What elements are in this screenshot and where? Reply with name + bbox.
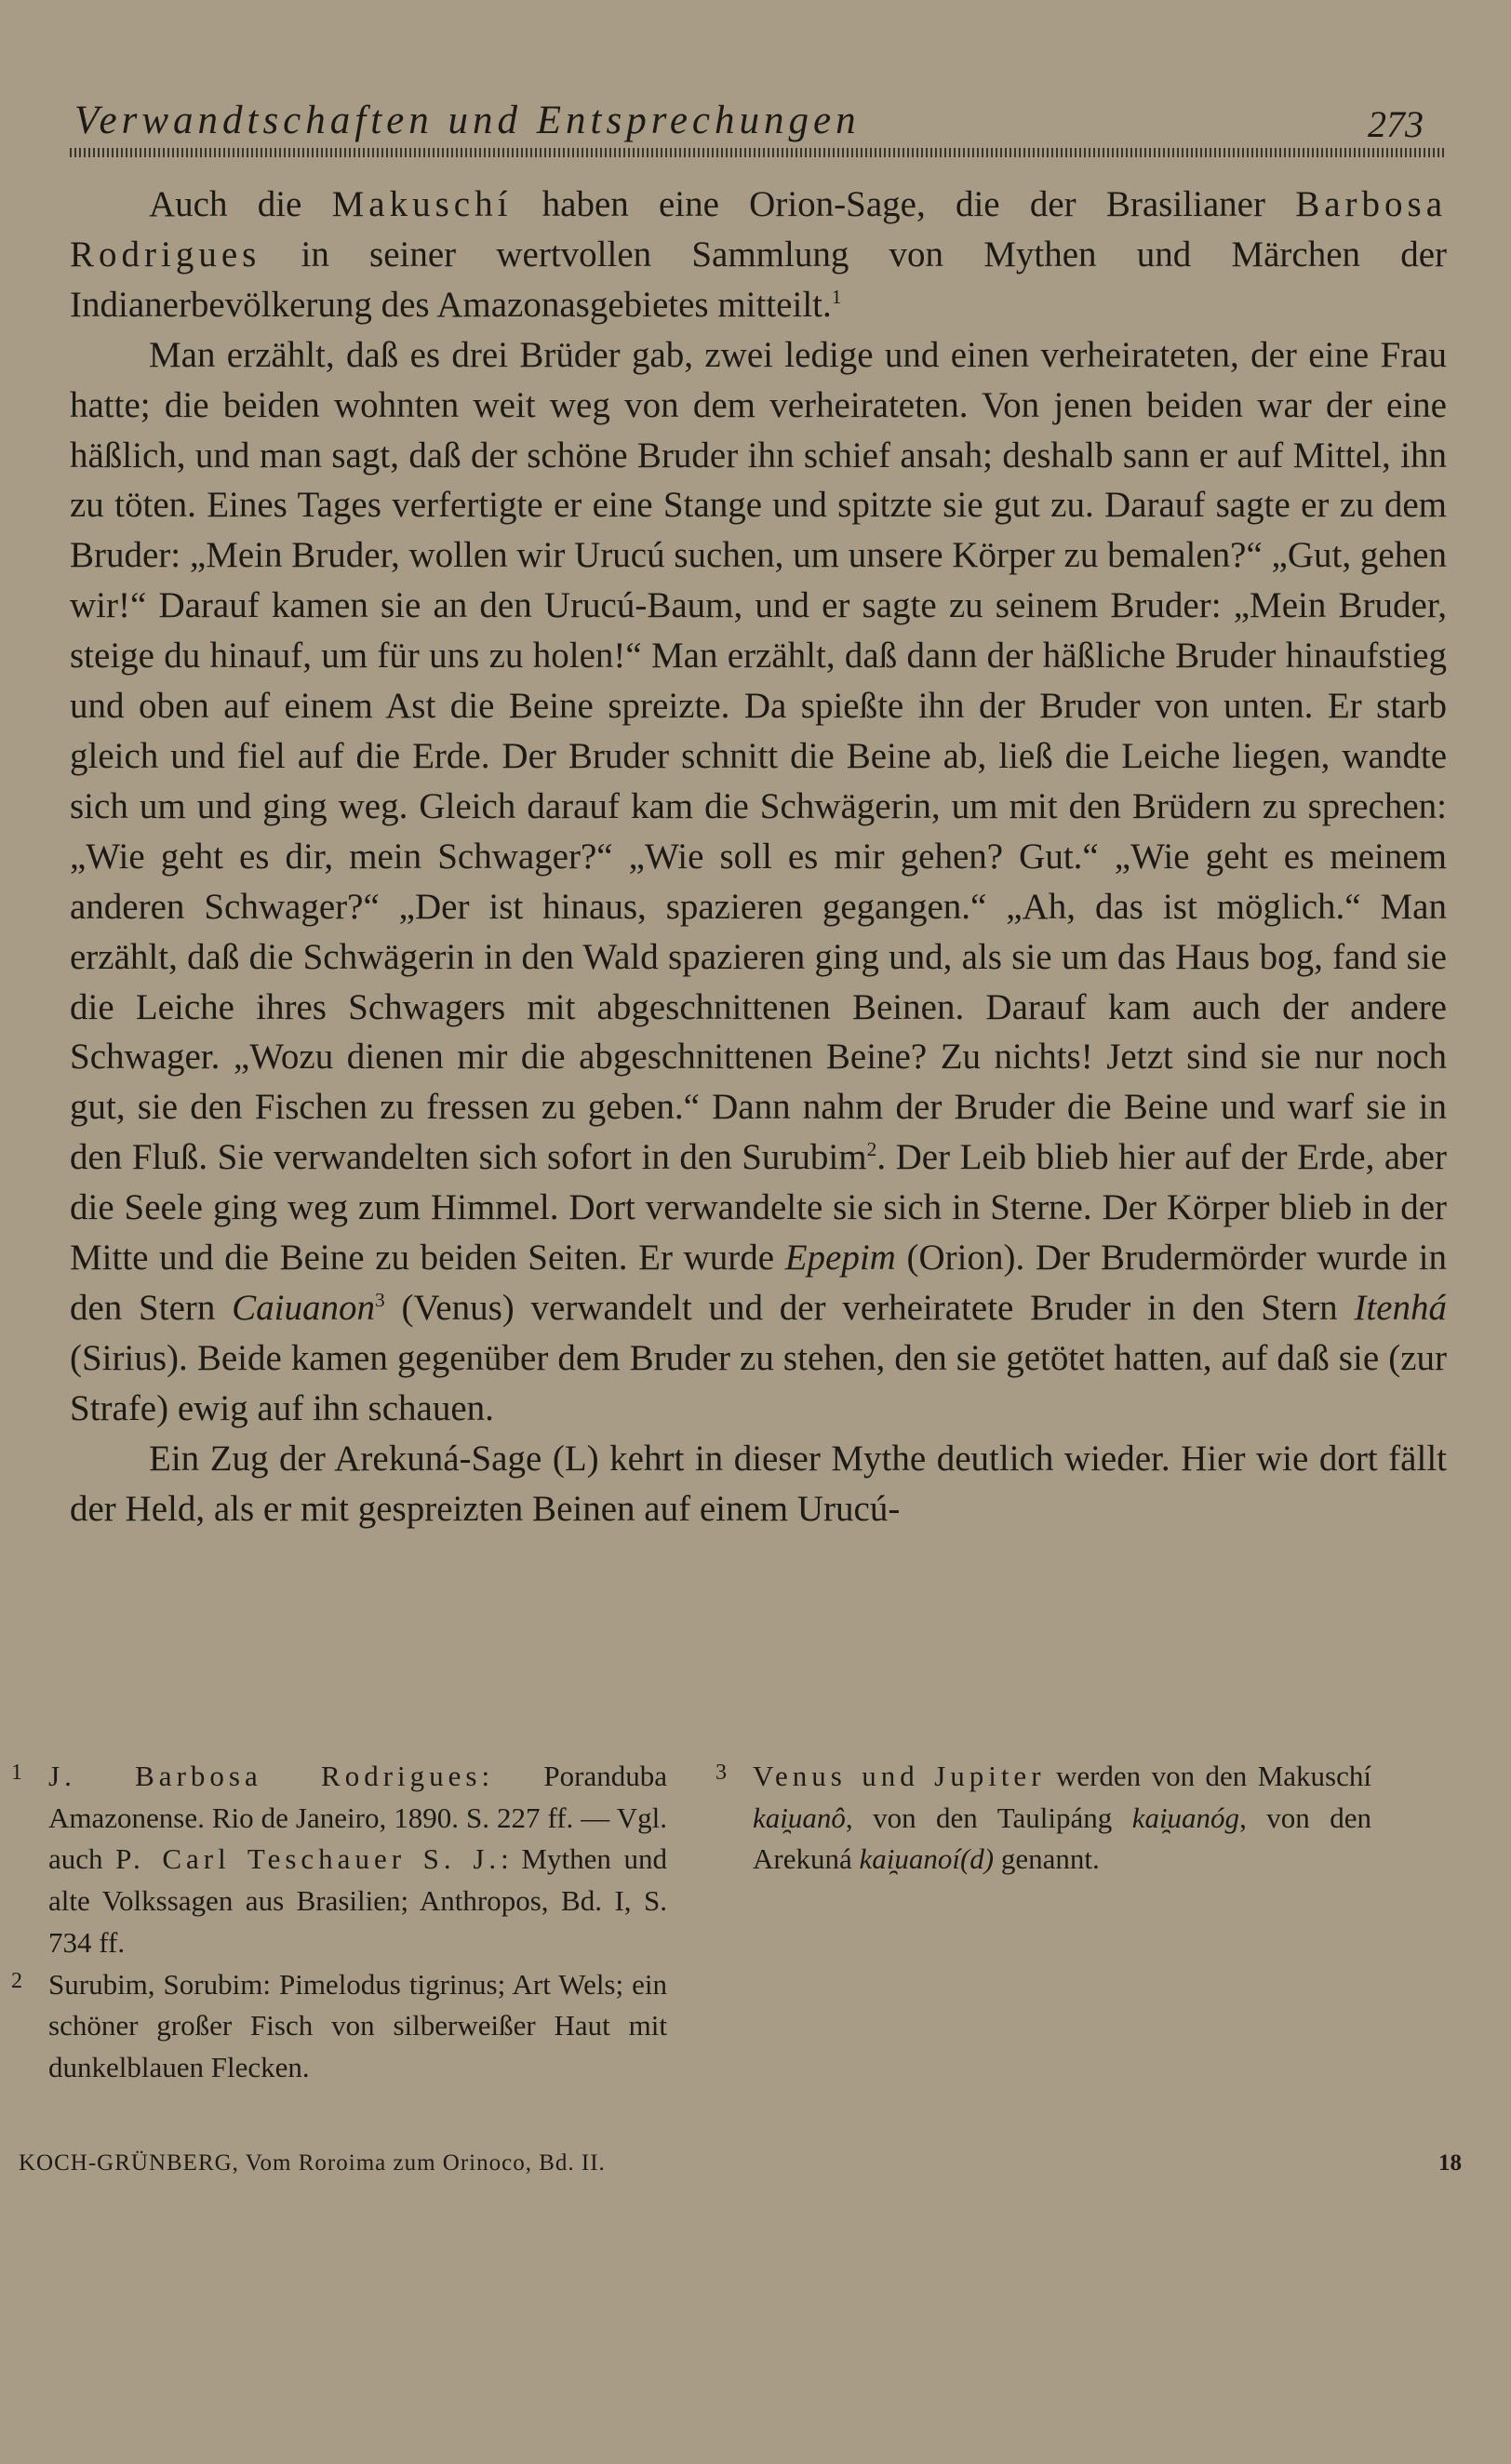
footnote-reference: 1 <box>831 285 842 308</box>
paragraph-text: haben eine Orion-Sage, die der Brasilianer <box>512 184 1296 224</box>
footnote-text: : Poranduba Amazonense. Rio de Janeiro, 1890. S. 227 ff. — Vgl. auch <box>48 1760 667 1876</box>
arekuna-term: kai̯uanoí(d) <box>859 1842 995 1876</box>
footnote-text: genannt. <box>994 1842 1100 1876</box>
footnote-text: , von den Taulipáng <box>845 1801 1132 1834</box>
star-name: Epepim <box>784 1238 896 1279</box>
paragraph-orion-sage-intro <box>70 180 1447 330</box>
footnote-reference: 3 <box>375 1288 385 1311</box>
author-name: Barbosa Rodrigues <box>70 184 1448 275</box>
footnote-text: : Mythen und alte Volkssagen aus Brasilien; Anthropos, Bd. I, S. 734 ff. <box>48 1842 667 1959</box>
source-footer: KOCH-GRÜNBERG, Vom Roroima zum Orinoco, Bd. II. <box>19 2150 606 2176</box>
paragraph-myth-story <box>70 330 1447 1434</box>
footnote-3 <box>715 1756 1371 1881</box>
paragraph-text: Auch die <box>149 184 332 224</box>
header-rule <box>70 148 1447 157</box>
paragraph-text: Man erzählt, daß es drei Brüder gab, zwei ledige und einen verheirateten, der eine Frau hatte; die beiden wohnten weit weg von dem verheirateten. Von jenen beiden war der eine häßlich, und man sagt, daß der schöne Bruder ihn schief ansah; deshalb sann er auf Mittel, ihn zu töten. Eines Tages verfertigte er eine Stange und spitzte sie gut zu. Darauf sagte er zu dem Bruder: „Mein Bruder, wollen wir Urucú suchen, um unsere Körper zu bemalen?“ „Gut, gehen wir!“ Darauf kamen sie an den Urucú-Baum, und er sagte zu seinem Bruder: „Mein Bruder, steige du hinauf, um für uns zu holen!“ Man erzählt, daß dann der häßliche Bruder hinaufstieg und oben auf einem Ast die Beine spreizte. Da spießte ihn der Bruder von unten. Er starb gleich und fiel auf die Erde. Der Bruder schnitt die Beine ab, ließ die Leiche liegen, wandte sich um und ging weg. Gleich darauf kam die Schwägerin, um mit den Brüdern zu sprechen: „Wie geht es dir, mein Schwager?“ „Wie soll es mir gehen? Gut.“ „Wie geht es meinem anderen Schwager?“ „Der ist hinaus, spazieren gegangen.“ „Ah, das ist möglich.“ Man erzählt, daß die Schwägerin in den Wald spazieren ging und, als sie um das Haus bog, fand sie die Leiche ihres Schwagers mit abgeschnittenen Beinen. Darauf kam auch der andere Schwager. „Wozu dienen mir die abgeschnittenen Beine? Zu nichts! Jetzt sind sie nur noch gut, sie den Fischen zu fressen zu geben.“ Dann nahm der Bruder die Beine und warf sie in den Fluß. Sie verwandelten sich sofort in den Surubim <box>70 334 1447 1178</box>
star-name: Itenhá <box>1354 1287 1447 1328</box>
paragraph-arekuna-comparison <box>70 1434 1447 1534</box>
paragraph-text: (Venus) verwandelt und der verheiratete Bruder in den Stern <box>384 1287 1355 1328</box>
footnote-text: , von den Arekuná <box>753 1801 1371 1876</box>
tribe-name: Makuschí <box>331 184 513 224</box>
footnote-reference-author: P. Carl Teschauer S. J. <box>115 1842 501 1876</box>
footnote-author: J. Barbosa Rodrigues <box>48 1760 482 1792</box>
footnote-reference: 2 <box>866 1138 877 1161</box>
paragraph-text: (Sirius). Beide kamen gegenüber dem Bruder zu stehen, den sie getötet hatten, auf daß sie (zur Strafe) ewig auf ihn schauen. <box>70 1337 1447 1428</box>
paragraph-text: . Der Leib blieb hier auf der Erde, aber die Seele ging weg zum Himmel. Dort verwandelte sie sich in Sterne. Der Körper blieb in der Mitte und die Beine zu beiden Seiten. Er wurde <box>70 1137 1447 1279</box>
running-header <box>70 88 1447 154</box>
sheet-number: 18 <box>1438 2150 1462 2176</box>
page-number: 273 <box>1368 103 1424 145</box>
footnote-text: werden von den Makuschí <box>1045 1760 1371 1792</box>
main-text <box>70 180 1447 1533</box>
footnote-2 <box>11 1964 667 2089</box>
book-page <box>70 88 1447 1533</box>
footnote-1 <box>11 1756 667 1964</box>
footnote-marker: 3 <box>715 1761 727 1785</box>
footnotes-right-column <box>715 1756 1371 2089</box>
running-title: Verwandtschaften und Entsprechungen <box>74 99 861 142</box>
makuschi-term: kai̯uanô <box>753 1801 846 1834</box>
paragraph-text: in seiner wertvollen Sammlung von Mythen und Märchen der Indianerbevölkerung des Amazonasgebietes mitteilt. <box>70 234 1447 325</box>
footnote-text: Surubim, Sorubim: Pimelodus tigrinus; Art Wels; ein schöner großer Fisch von silberweißer Haut mit dunkelblauen Flecken. <box>48 1967 667 2083</box>
footnotes-left-column <box>11 1756 667 2089</box>
paragraph-text: (Orion). Der Brudermörder wurde in den Stern <box>70 1238 1447 1328</box>
footnote-marker: 1 <box>11 1761 22 1785</box>
taulipang-term: kai̯uanóg <box>1131 1801 1240 1834</box>
footnotes <box>11 1756 1371 2089</box>
star-name: Caiuanon <box>232 1287 375 1328</box>
paragraph-text: Ein Zug der Arekuná-Sage (L) kehrt in dieser Mythe deutlich wieder. Hier wie dort fällt der Held, als er mit gespreizten Beinen auf einem Urucú- <box>70 1438 1447 1529</box>
footnote-marker: 2 <box>11 1968 22 1993</box>
planet-names: Venus und Jupiter <box>753 1760 1046 1792</box>
